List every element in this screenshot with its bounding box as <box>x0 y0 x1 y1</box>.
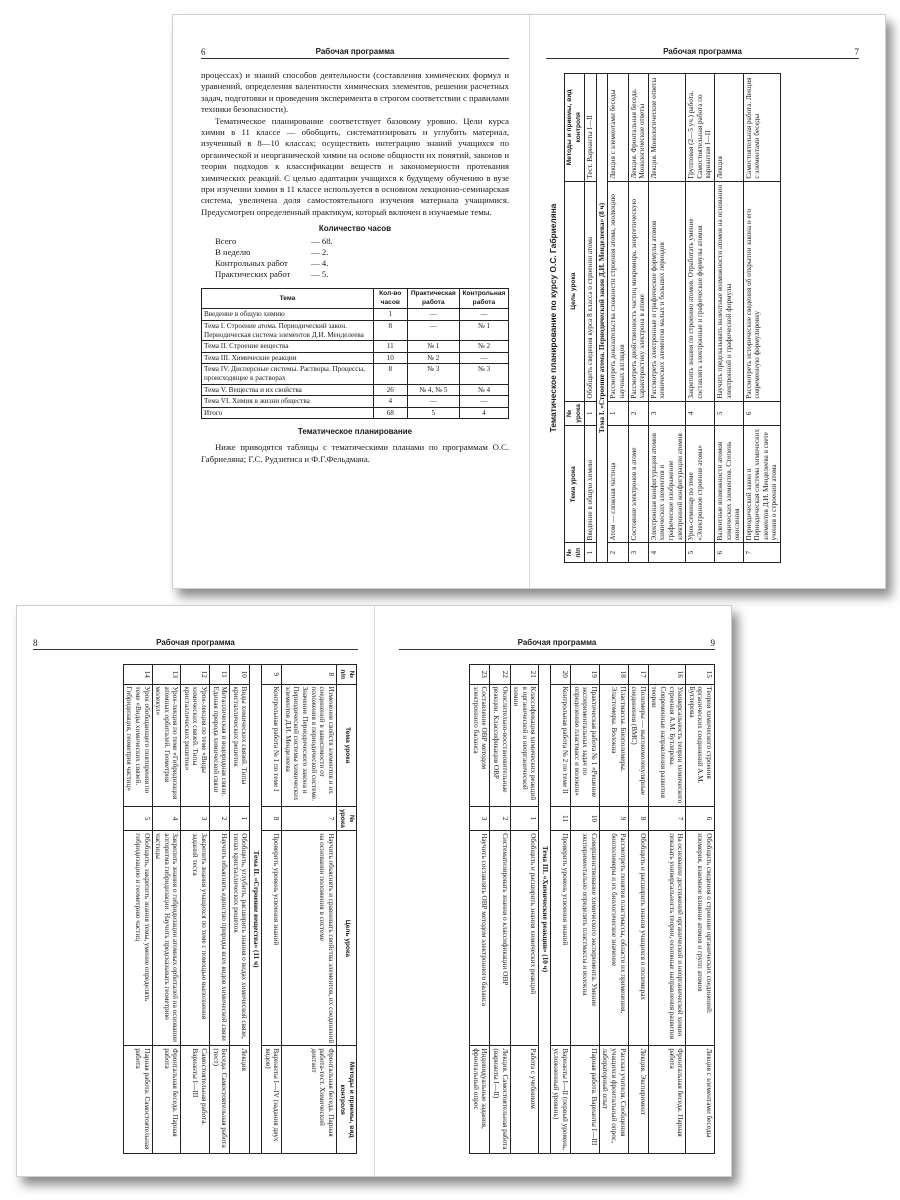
column-header: Контрольная работа <box>459 289 508 309</box>
table-row: 6 Валентные возможности атомов химических элементов. Степень окисления 5 Научить предсказывать валентные возможности атомов на основании электронной и графической формулы Лекция <box>714 74 743 563</box>
column-header: Кол-во часов <box>373 289 407 309</box>
table-title: Тематическое планирование по курсу О.С. Габриеляна <box>548 203 558 433</box>
table-row: 4 Электронная конфигурация атомов химических элементов и графическое изображение электронной конфигурации атомов 3 Рассмотреть электронные и графические формулы атомов химических элементов малых и больших периодов Лекция. Монологические ответы <box>648 74 685 563</box>
book-spread-top <box>172 14 886 589</box>
table-row: Тема I. Строение атома. Периодический закон. Периодическая система элементов Д.И. Менделеева 8 — № 1 <box>202 321 509 341</box>
table-row: 8 Изменение свойств элементов и их соединений в зависимости от положения в периодической системе. Значение Периодического закона и Периодической системы химических элементов Д.И. Менделеева 7 Научить объяснять и сравнивать свойства элементов, их соединений на основании положения в системе Фронтальная беседа. Парная работа-тест. Химический диктант <box>282 665 337 1154</box>
table-row: Введение в общую химию 1 — — <box>202 309 509 321</box>
section-title: Тематическое планирование <box>297 427 413 437</box>
table-row: 5 Урок-семинар по теме «Электронное строение атома» 4 Закрепить знания по строению атомов. Отработать умение составлять электронные и графические формулы атомов Групповая (2—5 уч.) работа. Самостоятельная работа по вариантам I—II <box>686 74 715 563</box>
plan-table <box>123 664 357 1154</box>
running-title: Рабочая программа <box>663 47 742 56</box>
page-number: 9 <box>710 638 715 648</box>
table-row: 21 Классификация химических реакций в органической и неорганической химии 1 Обобщить и расширить знания химических реакций Работа с учебником <box>510 665 539 1154</box>
table-row: 11 Металлическая и водородная связи. Единая природа химической связи 2 Научить объяснять единство природы всех видов химической связи Беседа. Самостоятельная работа (тест) <box>210 665 230 1154</box>
table-row: Тема III. Химические реакции 10 № 2 — <box>202 352 509 364</box>
hours-row: Всего — 68. <box>215 236 333 247</box>
table-row: 23 Составление ОВР методом электронного баланса 3 Научить составлять ОВР методом электронного баланса Индивидуальные задания, фронтальный опрос <box>470 665 490 1154</box>
table-row: 12 Урок-лекция по теме «Виды химических связей. Типы кристаллических решеток» 3 Закрепить знания учащихся по теме с помощью выполнения заданий теста Самостоятельная работа. Варианты I—III <box>181 665 210 1154</box>
table-header-row <box>202 289 509 309</box>
paragraph: процессах) и знаний способов деятельности (составления химических формул и уравнений, определения валентности химических элементов, решения расчетных задач, подготовки и проведения эксперимента в строгом соответствии с правилами техники безопасности). <box>201 70 509 115</box>
paragraph: Ниже приводятся таблицы с тематическими планами по программам О.С. Габриеляна; Г.С. Рудзитиса и Ф.Г.Фельдмана. <box>201 442 509 464</box>
header-rule <box>399 649 715 650</box>
column-header: Методы и приемы, вид контроля <box>565 74 585 182</box>
plan-table <box>469 664 715 1154</box>
page-body <box>201 70 509 465</box>
running-header <box>546 47 859 58</box>
table-row: 14 Урок обобщающего повторения по теме «Виды химических связей. Гибридизация, геометрия частиц» 5 Обобщить, закрепить знания темы, умение определять гибридизацию и геометрию частиц Парная работа. Самостоятельная работа <box>123 665 152 1154</box>
rotated-table-block <box>35 664 357 1154</box>
column-header: № п/п <box>565 543 585 563</box>
table-section-row: Тема I. «Строение атома. Периодический закон Д.И. Менделеева» (8 ч) <box>596 74 608 563</box>
column-header: Методы и приемы, вид контроля <box>336 1046 356 1154</box>
book-spread-bottom <box>16 605 732 1177</box>
hours-list <box>201 236 509 280</box>
column-header: Тема урока <box>336 684 356 806</box>
running-title: Рабочая программа <box>156 638 235 647</box>
header-rule <box>546 58 859 59</box>
header-rule <box>33 649 358 650</box>
column-header: Практическая работа <box>407 289 459 309</box>
table-row: 20 Контрольная работа № 2 по теме II 11 Проверить уровень усвоения знаний Варианты I—II (первый уровень, усложненный уровень) <box>550 665 570 1154</box>
table-row: Тема IV. Дисперсные системы. Растворы. Процессы, происходящие в растворах 8 № 3 № 3 <box>202 364 509 384</box>
plan-table <box>564 73 781 563</box>
rotated-table-block <box>399 664 715 1154</box>
rotated-table-block <box>548 73 854 563</box>
page-number: 7 <box>854 47 859 57</box>
page-6 <box>173 15 529 588</box>
page-number: 6 <box>201 47 206 57</box>
table-row: 13 Урок-лекция по теме «Гибридизация атомных орбиталей. Геометрия молекул» 4 Закрепить знания о гибридизации атомных орбиталей на основании алгоритма гибридизации. Научить предсказывать геометрию частицы Фронтальная беседа. Парная работа <box>152 665 181 1154</box>
table-row: 10 Виды химических связей. Типы кристаллических решеток 1 Обобщить, углубить, расширить знания о видах химической связи, типах кристаллических решеток Лекция <box>230 665 250 1154</box>
table-row: Итого 68 5 4 <box>202 407 509 419</box>
running-title: Рабочая программа <box>315 47 395 56</box>
table-row: Тема VI. Химия в жизни общества 4 — — <box>202 396 509 408</box>
hours-row: В неделю — 2. <box>215 247 329 258</box>
table-row: 22 Окислительно-восстановительные реакции. Классификация ОВР 2 Систематизировать знания о классификации ОВР Лекция. Самостоятельная работа (варианты I—II) <box>490 665 510 1154</box>
running-header <box>399 638 715 649</box>
column-header: Тема урока <box>565 426 585 543</box>
table-row: 16 Универсальность теории химического строения А.М. Бутлерова. Современные направления развития теории 7 На основании достижений органической и неорганической химии показать универсальность теории, основные направления развития Фронтальная беседа. Парная работа <box>648 665 685 1154</box>
running-header <box>201 47 509 58</box>
table-row: 1 Введение в общую химию 1 Обобщить сведения курса 8 класса о строении атома Тест. Варианты I—II <box>585 74 597 563</box>
table-row: Тема II. Строение вещества 11 № 1 № 2 <box>202 341 509 353</box>
table-row: 3 Состояние электронов в атоме 2 Рассмотреть двойственность частиц микромира, энергетическую характеристику электрона в атоме Лекция. Фронтальная беседа. Монологические ответы <box>628 74 648 563</box>
hours-row: Практических работ — 5. <box>215 269 329 280</box>
table-row: Тема V. Вещества и их свойства 26 № 4, № 5 № 4 <box>202 384 509 396</box>
header-rule <box>201 58 509 59</box>
running-header <box>33 638 358 649</box>
page-7 <box>530 15 885 588</box>
page-8 <box>17 606 374 1176</box>
column-header: Тема <box>202 289 374 309</box>
column-header: Цель урока <box>336 831 356 1046</box>
table-header-row <box>336 665 356 1154</box>
running-title: Рабочая программа <box>517 638 597 647</box>
hours-row: Контрольных работ — 4. <box>215 258 329 269</box>
column-header: № п/п <box>336 665 356 685</box>
page-9 <box>375 606 731 1176</box>
column-header: Цель урока <box>565 181 585 401</box>
table-row: 19 Практическая работа № 1 «Решение экспериментальных задач по определению пластмасс и волокон» 10 Совершенствование химического эксперимента. Умение экспериментально определять пластмассы и волокна Парная работа. Варианты I—III <box>571 665 600 1154</box>
table-row: 17 Полимеры — высокомолекулярные соединения (ВМС) 8 Обобщить и расширить знания учащихся о полимерах Лекция. Эксперимент <box>628 665 648 1154</box>
table-row: 9 Контрольная работа № 1 по теме I 8 Проверить уровень усвоения знаний Варианты I—IV (задания двух видов) <box>262 665 282 1154</box>
column-header: № урока <box>336 806 356 830</box>
hours-table <box>201 288 509 419</box>
paragraph: Тематическое планирование соответствует базовому уровню. Цели курса химии в 11 классе — обобщить, систематизировать и углубить материал, изученный в 8—10 классах; осуществить интеграцию знаний учащихся по органической и неорганической химии на основе общности их понятий, законов и теории подходов к классификации веществ и закономерности протекания химических реакций. С целью адаптации учащихся к будущему обучению в вузе при изучении химии в 11 классе используется в основном лекционно-семинарская система, увеличена доля самостоятельного изучения материала учащимися. Предусмотрен определенный практикум, который включен в изучаемые темы. <box>201 115 509 217</box>
table-row: 2 Атом — сложная частица 1 Рассмотреть доказательства сложности строения атома, эволюцию научных взглядов Лекция с элементами беседы <box>608 74 628 563</box>
table-row: 15 Теория химического строения органических соединений А.М. Бутлерова 6 Обобщить сведения о строении органических соединений: изомерия, взаимное влияние атомов и групп атомов Лекция с элементами беседы <box>686 665 715 1154</box>
table-row: 18 Пластмассы. Биополимеры. Эластомеры. Волокна 9 Рассмотреть понятия пластмассы, области их применения, биополимеры и их биологическое значение Рассказ учителя. Сообщения учащихся фронтальный опрос, лабораторный опыт <box>599 665 628 1154</box>
hours-title: Количество часов <box>318 224 392 234</box>
table-section-row: Тема II. «Строение вещества» (11 ч) <box>250 665 262 1154</box>
page-number: 8 <box>33 638 38 648</box>
column-header: № урока <box>565 401 585 425</box>
table-header-row <box>565 74 585 563</box>
table-section-row: Тема III. «Химические реакции» (10 ч) <box>539 665 551 1154</box>
table-row: 7 Периодический закон и Периодическая система химических элементов Д.И. Менделеева в свете учения о строении атома 6 Рассмотреть исторические сведения об открытии закона и его современную формулировку Самостоятельная работа. Лекция с элементами беседы <box>743 74 780 563</box>
